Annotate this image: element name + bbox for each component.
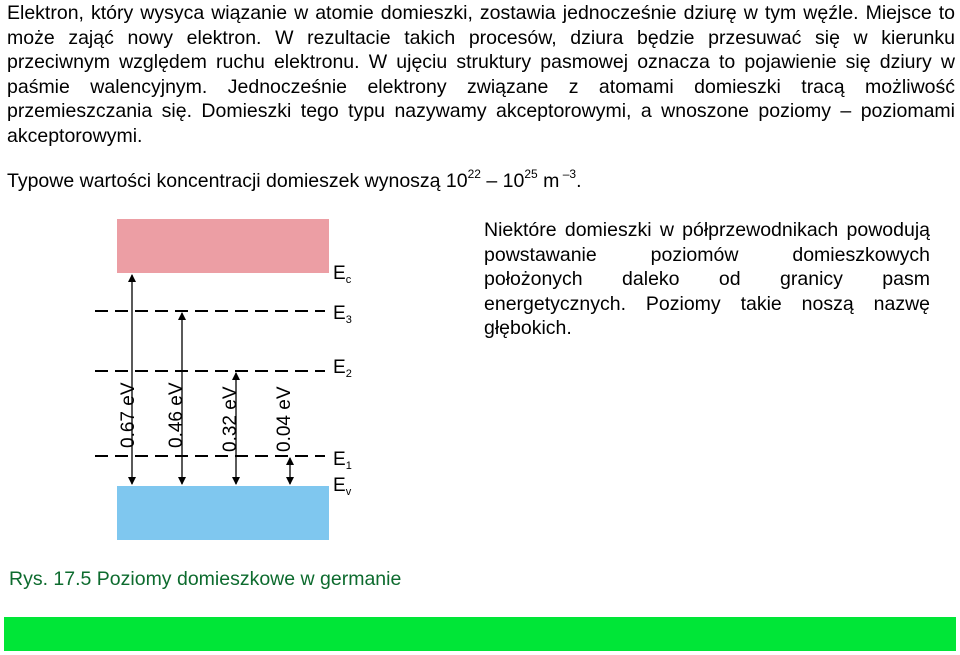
label-ev: $E_v$	[333, 475, 352, 498]
label-ec: $E_c$	[333, 263, 352, 286]
gap-label-4: 0.04 eV	[274, 386, 295, 452]
valence-band	[117, 486, 329, 540]
conduction-band	[117, 219, 329, 273]
gap-label-1: 0.67 eV	[118, 382, 139, 448]
label-e3: $E_3$	[333, 303, 352, 326]
body-paragraph: Elektron, który wysyca wiązanie w atomie domieszki, zostawia jednocześnie dziurę w tym węźle. Miejsce to może zająć nowy elektron. W rezultacie takich procesów, dziura będzie przesuwać się w kierunku przeciwnym względem ruchu elektronu. W ujęciu struktury pasmowej oznacza to pojawienie się dziury w paśmie walencyjnym. Jednocześnie elektrony związane z atomami domieszki tracą możliwość przemieszczania się. Domieszki tego typu nazywamy akceptorowymi, a wnoszone poziomy – poziomami akceptorowymi.	[7, 2, 955, 147]
label-e1: $E_1$	[333, 449, 352, 472]
concentration-sentence: Typowe wartości koncentracji domieszek wynoszą $10^{22} - 10^{25}$ m $^{-3}$.	[7, 167, 582, 192]
gap-label-2: 0.46 eV	[166, 382, 187, 448]
gap-label-3: 0.32 eV	[220, 386, 241, 452]
band-diagram	[0, 200, 480, 540]
label-e2: $E_2$	[333, 357, 352, 380]
bottom-bar	[4, 617, 956, 651]
deep-levels-text: Niektóre domieszki w półprzewodnikach powodują powstawanie poziomów domieszkowych położonych daleko od granicy pasm energetycznych. Poziomy takie noszą nazwę głębokich.	[484, 219, 930, 340]
figure-caption: Rys. 17.5 Poziomy domieszkowe w germanie	[9, 568, 402, 590]
